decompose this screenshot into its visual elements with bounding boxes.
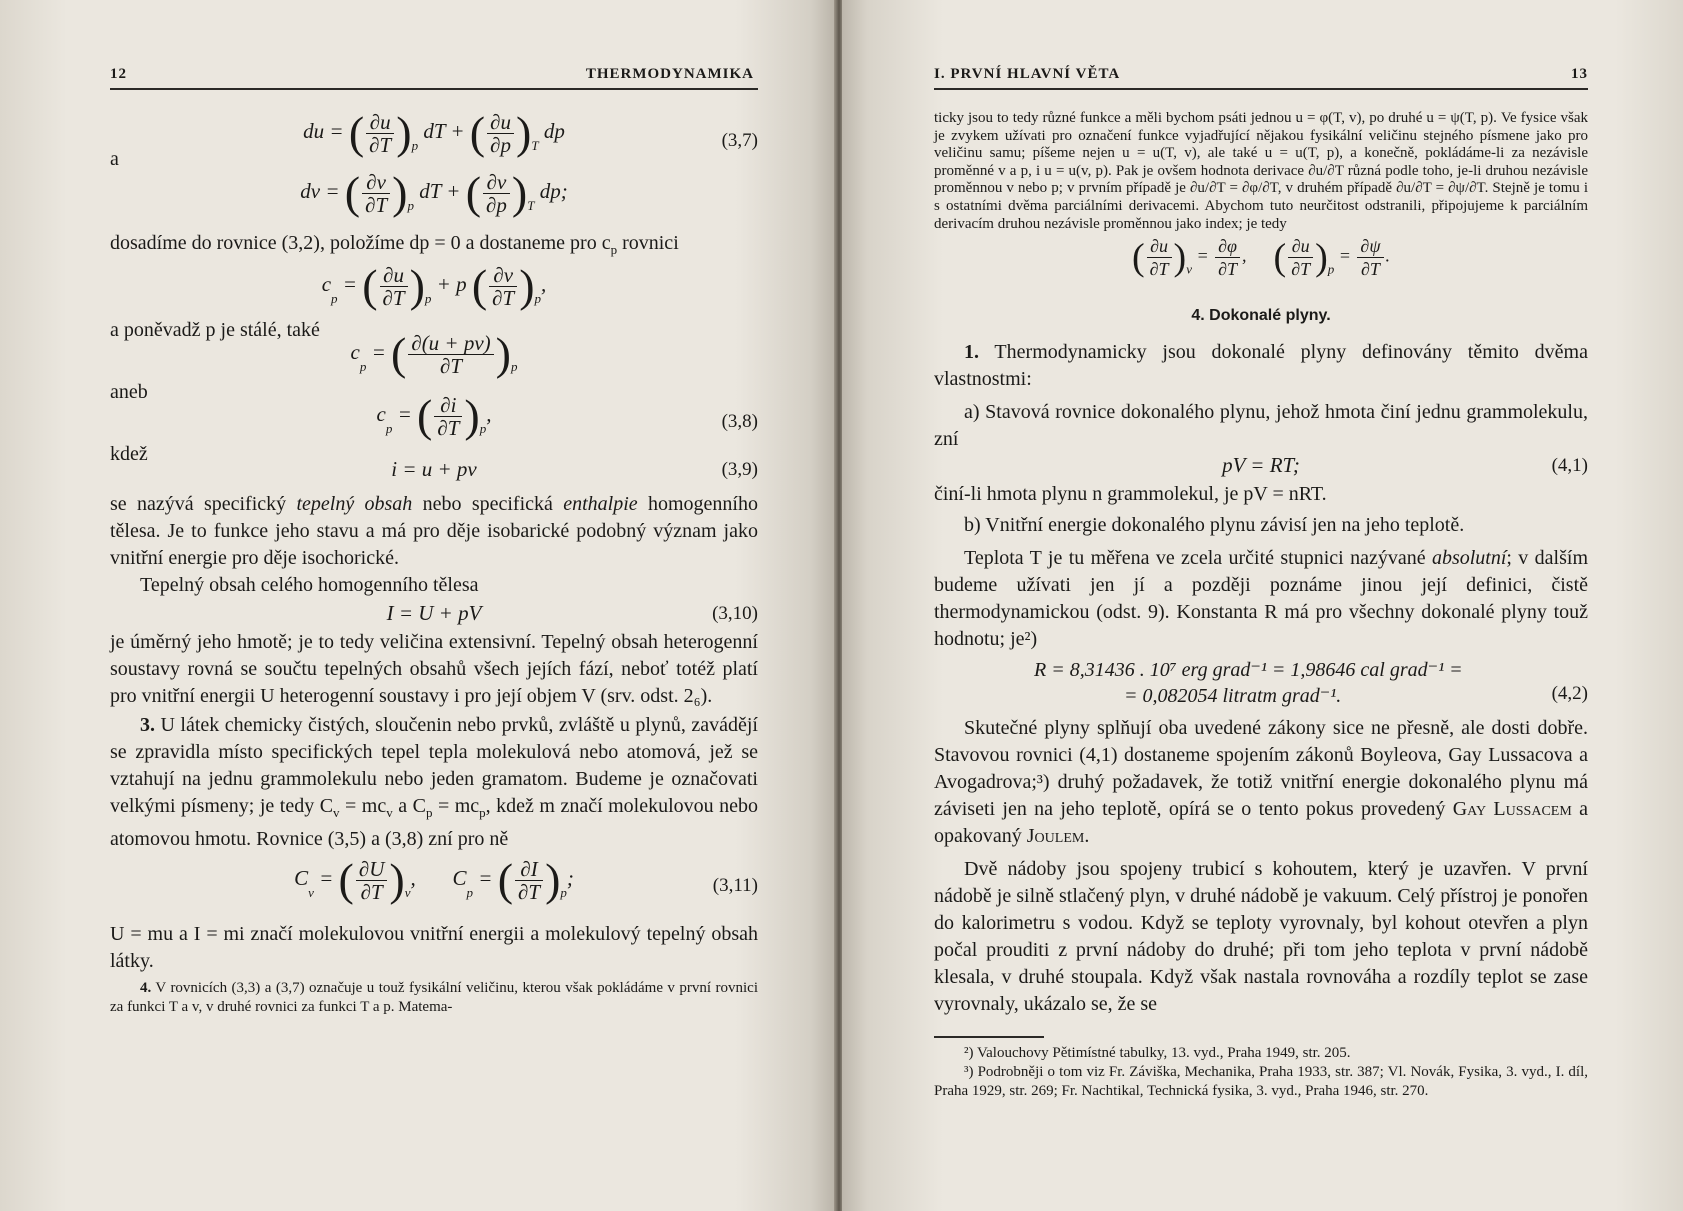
right-page-body <box>934 110 1588 1101</box>
header-rule <box>110 88 758 90</box>
equation-4-1: pV = RT; (4,1) <box>1222 453 1588 478</box>
equation-number: (4,1) <box>1551 455 1588 477</box>
page-number: 13 <box>1571 66 1588 82</box>
equation-4-2 <box>934 653 1588 709</box>
header-rule <box>934 88 1588 90</box>
footnote-rule <box>934 1036 1044 1038</box>
paragraph: 1. Thermodynamicky jsou dokonalé plyny definovány těmito dvěma vlastnostmi: <box>934 341 1588 391</box>
equation-number: (3,10) <box>712 603 758 624</box>
equation-line: R = 8,31436 . 10⁷ erg grad⁻¹ = 1,98646 cal grad⁻¹ = <box>1034 659 1463 682</box>
paragraph: Dvě nádoby jsou spojeny trubicí s kohoutem, který je uzavřen. V první nádobě je silně stlačený plyn, v druhé nádobě je vakuum. Celý přístroj je ponořen do kalorimetru s vodou. Když se teploty vyrovnaly, byl kohout otevřen a plyn počal prouditi z první nádoby do druhé; při tom jeho teplota v první nádobě klesala, v druhé stoupala. Když však nastala rovnováha a rozdíly teplot se zase vyrovnaly, ukázalo se, že se <box>934 858 1588 1016</box>
equation-cp-3: aneb $c_p$ = ( $\frac{\partial i}{\partial T}$ )$_p$, (3,8) <box>110 381 758 441</box>
paragraph: U = mu a I = mi značí molekulovou vnitřní energii a molekulový tepelný obsah látky. <box>110 923 758 972</box>
equation-line: = 0,082054 litratm grad⁻¹. <box>1124 685 1342 708</box>
paragraph: b) Vnitřní energie dokonalého plynu závisí jen na jeho teplotě. <box>964 514 1465 537</box>
paragraph: Tepelný obsah celého homogenního tělesa <box>140 574 479 596</box>
equation-dv: a dv = ( $\frac{\partial v}{\partial T}$ )$_p$ dT + ( $\frac{\partial v}{\partial p}$ )$_T$ dp; <box>110 148 568 218</box>
paragraph: 3. U látek chemicky čistých, sloučenin nebo prvků, zvláště u plynů, zavádějí se zpravidla místo specifických tepel tepla molekulová nebo atomová, jež se vztahují na jednu grammolekulu nebo jeden gramatom. Budeme je označovati velkými písmeny; je tedy $C_v = mc_v$ a $C_p = mc_p$, kdež m značí molekulovou nebo atomovou hmotu. Rovnice (3,5) a (3,8) zní pro ně <box>110 714 759 850</box>
paragraph: Teplota T je tu měřena ve zcela určité stupnici nazývané absolutní; v dalším budeme užívati jen jí a později poznáme jinou její definici, čistě thermodynamickou (odst. 9). Konstanta R má pro všechny dokonalé plyny touž hodnotu; je²) <box>934 547 1588 651</box>
left-page-body <box>110 107 759 1017</box>
paragraph: a poněvadž p je stálé, také <box>110 319 320 341</box>
running-head: I. PRVNÍ HLAVNÍ VĚTA <box>934 66 1121 82</box>
equation-partials: ( $\frac{\partial u}{\partial T}$ )$_v$ = $\frac{\partial\varphi}{\partial T}$ , ( $\frac{\partial u}{\partial T}$ )$_p$ = $\frac{\partial\psi}{\partial T}$ . <box>1131 236 1390 280</box>
text-aneb: aneb <box>110 381 148 403</box>
page-number: 12 <box>110 66 127 82</box>
paragraph: dosadíme do rovnice (3,2), položíme dp = 0 a dostaneme pro $c_p$ rovnici <box>110 232 679 257</box>
equation-cp-2: a poněvadž p je stálé, také $c_p$ = ( $\frac{\partial(u + pv)}{\partial T}$ )$_p$ <box>110 319 518 379</box>
section-title: 4. Dokonalé plyny. <box>1191 307 1331 325</box>
equation-C: $C_v$ = ( $\frac{\partial U}{\partial T}$ )$_v$, $C_p$ = ( $\frac{\partial I}{\partial T}$ )$_p$; (3,11) <box>294 854 758 905</box>
running-head: THERMODYNAMIKA <box>585 66 754 82</box>
equation-I: I = U + pV (3,10) <box>386 601 758 625</box>
footnote: ³) Podrobněji o tom viz Fr. Záviška, Mechanika, Praha 1933, str. 387; Vl. Novák, Fysika, 3. vyd., I. díl, Praha 1929, str. 269; Fr. Nachtikal, Technická fysika, 3. vyd., Praha 1946, str. 270. <box>934 1063 1588 1099</box>
paragraph: a) Stavová rovnice dokonalého plynu, jehož hmota činí jednu grammolekulu, zní <box>934 401 1588 451</box>
equation-i: kdež i = u + pv (3,9) <box>110 443 758 481</box>
paragraph: ticky jsou to tedy různé funkce a měli bychom psáti jednou u = φ(T, v), po druhé u = ψ(T, p). Ve fysice však je zvykem užívati pro označení funkce vyjadřující nějakou fysikální veličinu stejného písmene jako pro veličinu samu; píšeme nejen u = u(T, v), ale také u = u(T, p), a konečně, pokládáme-li za nezávisle proměnné v a p, i u = u(v, p). Pak je ovšem hodnota derivace ∂u/∂T různá podle toho, je-li druhou nezávisle proměnnou v nebo p; v prvním případě je ∂u/∂T = ∂φ/∂T, v druhém případě ∂u/∂T = ∂ψ/∂T. Stejně je tomu i s ostatními dvěma parciálními derivacemi. Abychom tuto neurčitost odstranili, připojujeme k parciálním derivacím druhou nezávisle proměnnou jako index; je tedy <box>934 110 1588 232</box>
equation-number: (4,2) <box>1551 683 1588 705</box>
paragraph: je úměrný jeho hmotě; je to tedy veličina extensivní. Tepelný obsah heterogenní soustavy rovná se součtu tepelných obsahů všech jejích fází, neboť totéž platí pro vnitřní energii U heterogenní soustavy i pro její objem V (srv. odst. 2₆). <box>110 631 758 707</box>
paragraph: se nazývá specifický tepelný obsah nebo specifická enthalpie homogenního tělesa. Je to funkce jeho stavu a má pro děje isobarické podobný význam jako vnitřní energie pro děje isochorické. <box>110 493 758 569</box>
equation-number: (3,9) <box>721 459 758 480</box>
equation-cp-1: $c_p$ = ( $\frac{\partial u}{\partial T}$ )$_p + p$ ( $\frac{\partial v}{\partial T}$ )$_p$, <box>321 260 547 311</box>
equation-number: (3,11) <box>712 875 758 896</box>
text-a: a <box>110 148 119 170</box>
equation-number: (3,8) <box>721 411 758 432</box>
text-kdez: kdež <box>110 443 148 465</box>
equation-du: du = ( $\frac{\partial u}{\partial T}$ )$_p$ dT + ( $\frac{\partial u}{\partial p}$ )$_T$ dp (3,7) <box>303 107 758 158</box>
equation-number: (3,7) <box>721 130 758 151</box>
footnote: ²) Valouchovy Pětimístné tabulky, 13. vyd., Praha 1949, str. 205. <box>964 1044 1351 1061</box>
left-page <box>0 0 836 1211</box>
paragraph: činí-li hmota plynu n grammolekul, je pV = nRT. <box>934 483 1327 506</box>
paragraph: 4. V rovnicích (3,3) a (3,7) označuje u touž fysikální veličinu, kterou však pokládáme v první rovnici za funkci T a v, v druhé rovnici za funkci T a p. Matema- <box>110 980 758 1015</box>
paragraph: Skutečné plyny splňují oba uvedené zákony sice ne přesně, ale dosti dobře. Stavovou rovnici (4,1) dostaneme spojením zákonů Boyleova, Gay Lussacova a Avogadrova;³) druhý požadavek, že totiž vnitřní energie dokonalého plynu má záviseti jen na jeho teplotě, opírá se o tento pokus provedený Gay Lussacem a opakovaný Joulem. <box>934 717 1588 848</box>
right-page <box>842 0 1683 1211</box>
